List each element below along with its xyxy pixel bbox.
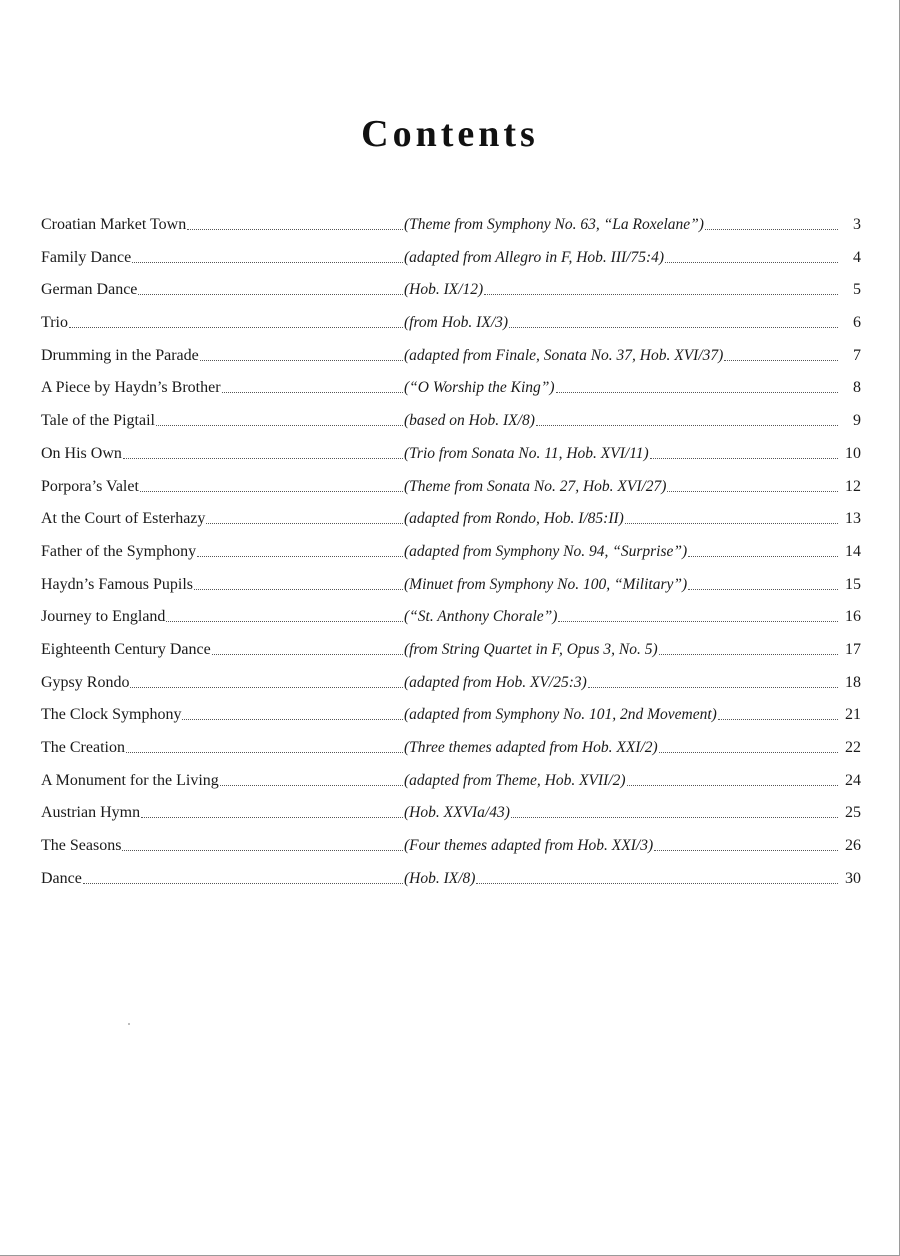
toc-entry-page-number: 26	[845, 837, 861, 855]
toc-entry-source-column	[404, 509, 861, 529]
dot-leader	[187, 228, 403, 230]
toc-entry-title-column	[41, 215, 404, 235]
dot-leader	[718, 718, 838, 720]
toc-entry-source-column	[404, 346, 861, 366]
toc-entry-title-column	[41, 444, 404, 464]
dot-leader	[206, 522, 403, 524]
toc-entry-source: (Theme from Symphony No. 63, “La Roxelane”)	[404, 216, 704, 233]
toc-entry	[41, 542, 861, 575]
toc-entry-page-number: 14	[845, 542, 861, 560]
toc-entry-page-number: 21	[845, 706, 861, 724]
toc-entry-title: Gypsy Rondo	[41, 673, 130, 691]
toc-entry-title: German Dance	[41, 281, 138, 299]
toc-entry-page-number: 18	[845, 673, 861, 691]
toc-entry-title: The Creation	[41, 739, 125, 756]
toc-entry-page-number: 7	[853, 346, 861, 364]
toc-entry-page-number: 15	[845, 575, 861, 593]
toc-entry-title: Drumming in the Parade	[41, 346, 199, 364]
dot-leader	[182, 718, 403, 720]
toc-entry-title: Father of the Symphony	[41, 542, 197, 560]
toc-entry-source: (Hob. IX/12)	[404, 281, 484, 299]
toc-entry-source-column	[404, 738, 861, 758]
toc-entry-page-number: 12	[845, 477, 861, 495]
dot-leader	[220, 784, 403, 786]
toc-entry-source-column	[404, 444, 861, 464]
toc-entry-source-column	[404, 575, 861, 595]
dot-leader	[509, 326, 838, 328]
toc-entry-source-column	[404, 869, 861, 889]
toc-entry-source-column	[404, 673, 861, 693]
toc-entry-title: Dance	[41, 869, 82, 887]
toc-entry-source: (adapted from Symphony No. 94, “Surprise”)	[404, 542, 688, 560]
toc-entry	[41, 771, 861, 804]
toc-entry-title-column	[41, 607, 404, 627]
toc-entry-title-column	[41, 411, 404, 431]
toc-entry-source: (based on Hob. IX/8)	[404, 412, 535, 430]
toc-entry-source: (Minuet from Symphony No. 100, “Military”)	[404, 575, 688, 593]
toc-entry	[41, 444, 861, 477]
toc-entry-page-number: 16	[845, 608, 861, 626]
toc-entry-source: (“St. Anthony Chorale”)	[404, 608, 558, 626]
toc-entry-source-column	[404, 411, 861, 431]
dot-leader	[724, 359, 838, 361]
toc-entry-source: (adapted from Rondo, Hob. I/85:II)	[404, 510, 624, 528]
toc-entry-source-column	[404, 248, 861, 268]
toc-entry	[41, 215, 861, 248]
toc-entry-title: At the Court of Esterhazy	[41, 510, 206, 528]
toc-entry-page-number: 17	[845, 640, 861, 658]
toc-entry-title: Family Dance	[41, 248, 132, 266]
toc-entry	[41, 313, 861, 346]
toc-entry	[41, 248, 861, 281]
toc-entry	[41, 607, 861, 640]
dot-leader	[122, 849, 403, 851]
toc-entry-title-column	[41, 477, 404, 497]
toc-entry	[41, 869, 861, 902]
dot-leader	[138, 293, 403, 295]
toc-entry	[41, 509, 861, 542]
toc-entry-title: Austrian Hymn	[41, 804, 141, 822]
toc-entry-title-column	[41, 313, 404, 333]
scan-speck	[128, 1023, 130, 1025]
toc-entry-page-number: 9	[853, 412, 861, 430]
toc-entry	[41, 280, 861, 313]
toc-entry	[41, 346, 861, 379]
toc-entry-title: The Clock Symphony	[41, 706, 182, 724]
dot-leader	[484, 293, 838, 295]
toc-entry-source: (Three themes adapted from Hob. XXI/2)	[404, 739, 658, 756]
toc-entry-title-column	[41, 869, 404, 889]
dot-leader	[140, 490, 403, 492]
dot-leader	[130, 686, 403, 688]
toc-entry-source-column	[404, 771, 861, 791]
dot-leader	[705, 228, 838, 230]
dot-leader	[688, 555, 838, 557]
dot-leader	[83, 882, 403, 884]
toc-entry-source: (adapted from Theme, Hob. XVII/2)	[404, 771, 626, 789]
toc-entry-title-column	[41, 771, 404, 791]
toc-entry-page-number: 3	[853, 216, 861, 233]
dot-leader	[222, 391, 403, 393]
dot-leader	[665, 261, 838, 263]
toc-entry-source-column	[404, 215, 861, 235]
dot-leader	[659, 653, 838, 655]
toc-entry-title: Eighteenth Century Dance	[41, 640, 211, 658]
toc-entry-title-column	[41, 346, 404, 366]
toc-entry-title-column	[41, 738, 404, 758]
toc-entry-title: A Piece by Haydn’s Brother	[41, 379, 221, 397]
toc-entry-title-column	[41, 542, 404, 562]
toc-entry	[41, 477, 861, 510]
toc-entry-title-column	[41, 280, 404, 300]
toc-entry-source-column	[404, 607, 861, 627]
dot-leader	[588, 686, 838, 688]
dot-leader	[654, 849, 838, 851]
toc-entry-source-column	[404, 836, 861, 856]
toc-entry-page-number: 10	[845, 444, 861, 462]
dot-leader	[197, 555, 403, 557]
toc-entry-title-column	[41, 509, 404, 529]
toc-entry-source-column	[404, 378, 861, 398]
toc-entry-page-number: 30	[845, 869, 861, 887]
toc-entry-title: Tale of the Pigtail	[41, 412, 155, 430]
toc-entry-title-column	[41, 803, 404, 823]
toc-entry-title-column	[41, 673, 404, 693]
toc-entry-source: (adapted from Hob. XV/25:3)	[404, 673, 587, 691]
dot-leader	[659, 751, 838, 753]
toc-entry-page-number: 6	[853, 314, 861, 332]
toc-entry	[41, 640, 861, 673]
dot-leader	[126, 751, 403, 753]
toc-entry-title: Porpora’s Valet	[41, 477, 139, 495]
toc-entry-source-column	[404, 803, 861, 823]
dot-leader	[625, 522, 838, 524]
toc-entry-source: (“O Worship the King”)	[404, 379, 555, 397]
toc-entry	[41, 673, 861, 706]
toc-entry-page-number: 8	[853, 379, 861, 397]
dot-leader	[212, 653, 403, 655]
toc-entry-source: (Theme from Sonata No. 27, Hob. XVI/27)	[404, 477, 667, 495]
dot-leader	[688, 588, 838, 590]
toc-entry-source-column	[404, 542, 861, 562]
toc-entry-page-number: 4	[853, 248, 861, 266]
toc-entry-title-column	[41, 836, 404, 856]
dot-leader	[476, 882, 838, 884]
toc-entry-page-number: 22	[845, 739, 861, 756]
dot-leader	[667, 490, 838, 492]
toc-entry-title-column	[41, 575, 404, 595]
dot-leader	[558, 620, 838, 622]
toc-entry-page-number: 5	[853, 281, 861, 299]
toc-entry	[41, 738, 861, 771]
toc-entry-source-column	[404, 705, 861, 725]
dot-leader	[194, 588, 403, 590]
dot-leader	[166, 620, 403, 622]
toc-entry-title: A Monument for the Living	[41, 771, 219, 789]
toc-entry-title: Croatian Market Town	[41, 216, 187, 233]
toc-entry-title: On His Own	[41, 444, 122, 462]
toc-entry-title-column	[41, 640, 404, 660]
toc-entry-source-column	[404, 640, 861, 660]
toc-entry-source: (adapted from Symphony No. 101, 2nd Movement)	[404, 706, 717, 724]
dot-leader	[156, 424, 403, 426]
toc-entry-source: (adapted from Allegro in F, Hob. III/75:4)	[404, 248, 665, 266]
table-of-contents	[41, 215, 861, 901]
toc-entry	[41, 575, 861, 608]
toc-entry-title-column	[41, 378, 404, 398]
toc-entry-source: (Hob. XXVIa/43)	[404, 804, 510, 822]
toc-entry	[41, 378, 861, 411]
toc-entry-source-column	[404, 477, 861, 497]
page-title: Contents	[361, 113, 539, 155]
dot-leader	[69, 326, 403, 328]
toc-entry-source: (from String Quartet in F, Opus 3, No. 5)	[404, 640, 658, 658]
dot-leader	[536, 424, 838, 426]
dot-leader	[123, 457, 403, 459]
toc-entry	[41, 411, 861, 444]
dot-leader	[556, 391, 838, 393]
toc-entry-title: Haydn’s Famous Pupils	[41, 575, 194, 593]
toc-entry-title: The Seasons	[41, 837, 122, 855]
toc-entry-title: Trio	[41, 314, 68, 332]
dot-leader	[132, 261, 403, 263]
dot-leader	[200, 359, 403, 361]
toc-entry-source: (Hob. IX/8)	[404, 869, 476, 887]
toc-entry	[41, 803, 861, 836]
toc-entry-title-column	[41, 248, 404, 268]
toc-entry-page-number: 24	[845, 771, 861, 789]
dot-leader	[511, 816, 838, 818]
toc-entry-page-number: 13	[845, 510, 861, 528]
toc-entry-title-column	[41, 705, 404, 725]
toc-entry	[41, 836, 861, 869]
toc-entry-source: (from Hob. IX/3)	[404, 314, 509, 332]
toc-entry-title: Journey to England	[41, 608, 166, 626]
toc-entry-source: (adapted from Finale, Sonata No. 37, Hob. XVI/37)	[404, 346, 724, 364]
toc-entry-source-column	[404, 313, 861, 333]
dot-leader	[650, 457, 838, 459]
dot-leader	[627, 784, 838, 786]
toc-entry-source-column	[404, 280, 861, 300]
dot-leader	[141, 816, 403, 818]
toc-entry-page-number: 25	[845, 804, 861, 822]
toc-entry-source: (Trio from Sonata No. 11, Hob. XVI/11)	[404, 444, 649, 462]
toc-entry-source: (Four themes adapted from Hob. XXI/3)	[404, 837, 654, 855]
toc-entry	[41, 705, 861, 738]
